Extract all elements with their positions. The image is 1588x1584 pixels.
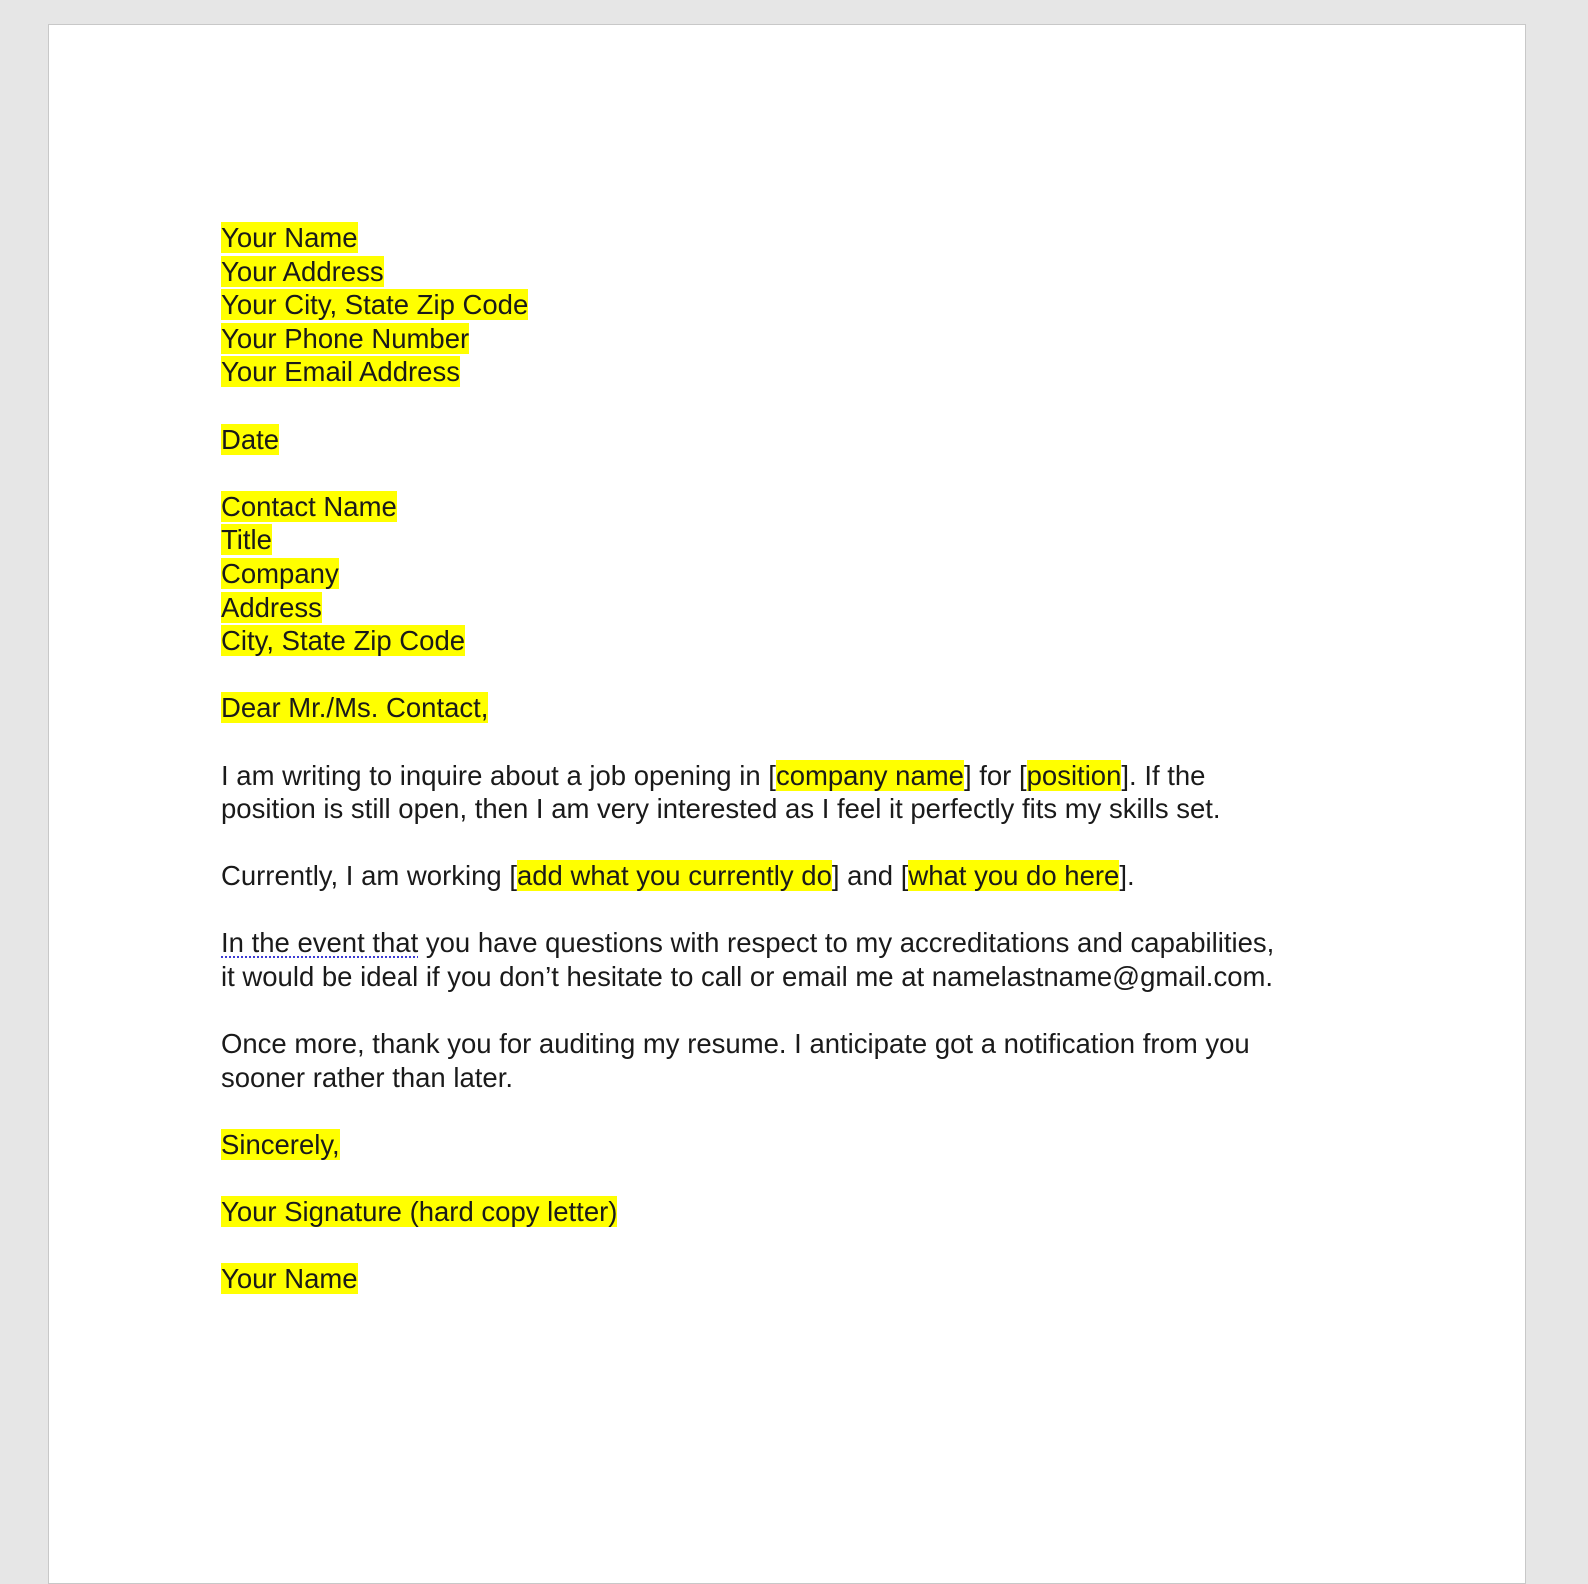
paragraph-text: ]. [1119,860,1135,892]
recipient-company: Company [221,557,339,589]
sender-name: Your Name [221,222,358,253]
paragraph-text: ] for [ [963,759,1027,791]
work-here-placeholder: what you do here [908,860,1120,892]
paragraph-current-work [221,859,1361,893]
salutation: Dear Mr./Ms. Contact, [221,692,489,724]
signer-name: Your Name [221,1263,358,1295]
paragraph-text: ]. If the [1121,759,1206,791]
letter-body[interactable] [221,221,1361,1296]
sender-block [221,221,1361,389]
company-name-placeholder: company name [775,759,964,791]
letter-date: Date [221,423,280,455]
recipient-address: Address [221,591,322,623]
document-page [48,24,1526,1584]
recipient-city-state-zip: City, State Zip Code [221,625,466,657]
position-placeholder: position [1026,759,1122,791]
paragraph-text: it would be ideal if you don’t hesitate to call or email me at namelastname@gmail.com. [221,961,1274,993]
paragraph-text: Once more, thank you for auditing my resume. I anticipate got a notification from you [221,1028,1250,1060]
paragraph-text: you have questions with respect to my accreditations and capabilities, [418,927,1275,959]
sender-phone: Your Phone Number [221,322,470,354]
paragraph-text: sooner rather than later. [221,1061,513,1093]
paragraph-questions [221,926,1361,993]
paragraph-inquiry [221,759,1361,826]
sender-city-state-zip: Your City, State Zip Code [221,289,529,321]
signature-placeholder: Your Signature (hard copy letter) [221,1196,618,1228]
recipient-title: Title [221,524,272,556]
paragraph-text: I am writing to inquire about a job opening in [ [221,759,776,791]
paragraph-text: ] and [ [831,860,909,892]
paragraph-text: Currently, I am working [ [221,860,517,892]
recipient-block [221,490,1361,658]
current-work-placeholder: add what you currently do [516,860,832,892]
grammar-flagged-phrase[interactable]: In the event that [221,927,419,959]
recipient-contact-name: Contact Name [221,490,397,522]
sender-address: Your Address [221,255,384,287]
sender-email: Your Email Address [221,356,460,388]
paragraph-text: position is still open, then I am very interested as I feel it perfectly fits my skills set. [221,793,1221,825]
closing: Sincerely, [221,1129,340,1161]
paragraph-thanks [221,1027,1361,1094]
